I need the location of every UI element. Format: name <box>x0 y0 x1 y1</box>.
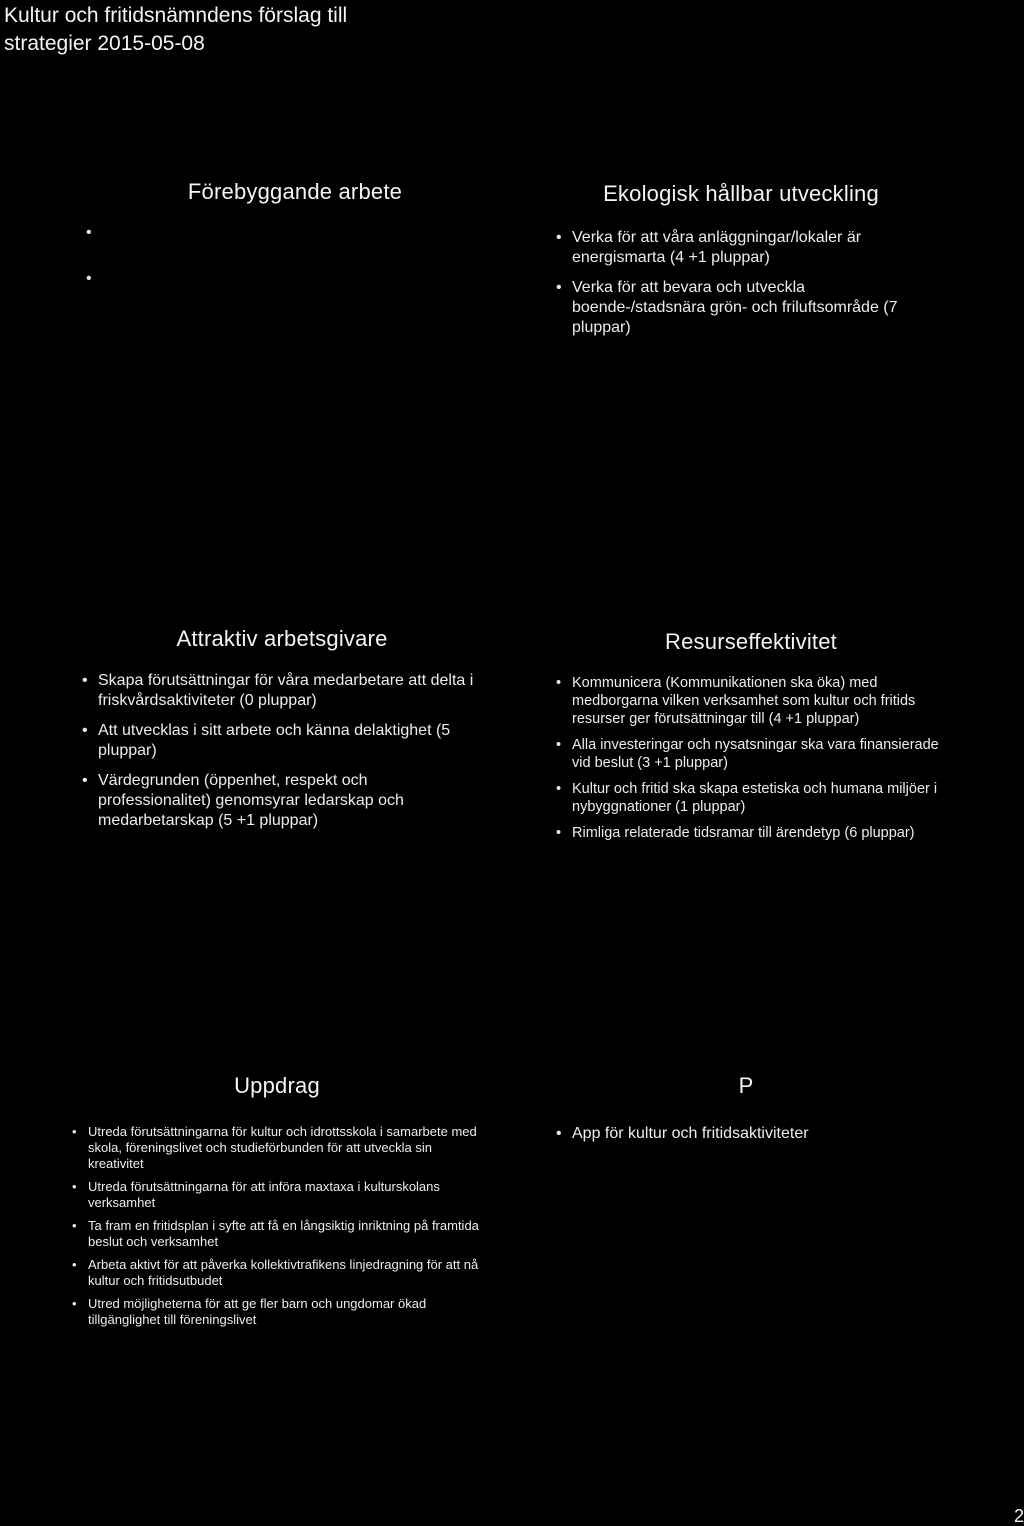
list-item: • Alla investeringar och nysatsningar ska vara finansierade vid beslut (3 +1 pluppar) <box>556 736 946 772</box>
section-title-ekologisk: Ekologisk hållbar utveckling <box>603 181 879 206</box>
list-item: • App för kultur och fritidsaktiviteter <box>556 1124 936 1144</box>
section-title-resurs: Resurseffektivitet <box>665 629 837 654</box>
empty-bullet-1: • <box>86 224 92 241</box>
empty-bullet-2: • <box>86 270 92 287</box>
list-item: • Utred möjligheterna för att ge fler barn och ungdomar ökad tillgänglighet till föreningslivet <box>72 1296 482 1328</box>
document-header <box>4 2 347 58</box>
list-item: • Arbeta aktivt för att påverka kollektivtrafikens linjedragning för att nå kultur och fritidsutbudet <box>72 1257 482 1289</box>
list-p <box>556 1124 936 1144</box>
list-item: • Värdegrunden (öppenhet, respekt och professionalitet) genomsyrar ledarskap och medarbetarskap (5 +1 pluppar) <box>82 771 482 831</box>
list-item: • Kommunicera (Kommunikationen ska öka) med medborgarna vilken verksamhet som kultur och fritids resurser ger förutsättningar till (4 +1 pluppar) <box>556 674 946 728</box>
list-item: • Utreda förutsättningarna för kultur och idrottsskola i samarbete med skola, föreningslivet och studieförbunden för att utveckla sin kreativitet <box>72 1124 482 1172</box>
list-uppdrag <box>72 1124 482 1328</box>
section-forebyggande <box>80 178 470 206</box>
section-attraktiv <box>82 625 482 841</box>
section-p <box>556 1072 936 1154</box>
list-item: • Att utvecklas i sitt arbete och känna delaktighet (5 pluppar) <box>82 721 482 761</box>
page-number: 2 <box>1013 1506 1024 1526</box>
section-uppdrag <box>72 1072 482 1335</box>
list-item: • Utreda förutsättningarna för att införa maxtaxa i kulturskolans verksamhet <box>72 1179 482 1211</box>
list-item: • Verka för att bevara och utveckla boende-/stadsnära grön- och friluftsområde (7 pluppar) <box>556 278 926 338</box>
list-item: • Rimliga relaterade tidsramar till ärendetyp (6 pluppar) <box>556 824 946 842</box>
section-ekologisk <box>556 180 926 348</box>
list-resurs <box>556 674 946 842</box>
list-item: • Verka för att våra anläggningar/lokaler är energismarta (4 +1 pluppar) <box>556 228 926 268</box>
section-title-forebyggande: Förebyggande arbete <box>187 179 403 204</box>
section-title-attraktiv: Attraktiv arbetsgivare <box>176 626 388 651</box>
list-item: • Kultur och fritid ska skapa estetiska och humana miljöer i nybyggnationer (1 pluppar) <box>556 780 946 816</box>
section-title-p: P <box>738 1073 754 1098</box>
header-line-2: strategier 2015-05-08 <box>4 32 205 55</box>
section-title-uppdrag: Uppdrag <box>234 1073 320 1098</box>
header-line-1: Kultur och fritidsnämndens förslag till <box>4 4 348 27</box>
list-item: • Ta fram en fritidsplan i syfte att få en långsiktig inriktning på framtida beslut och verksamhet <box>72 1218 482 1250</box>
list-ekologisk <box>556 228 926 338</box>
section-resurs <box>556 628 946 850</box>
list-attraktiv <box>82 671 482 831</box>
list-item: • Skapa förutsättningar för våra medarbetare att delta i friskvårdsaktiviteter (0 pluppar) <box>82 671 482 711</box>
